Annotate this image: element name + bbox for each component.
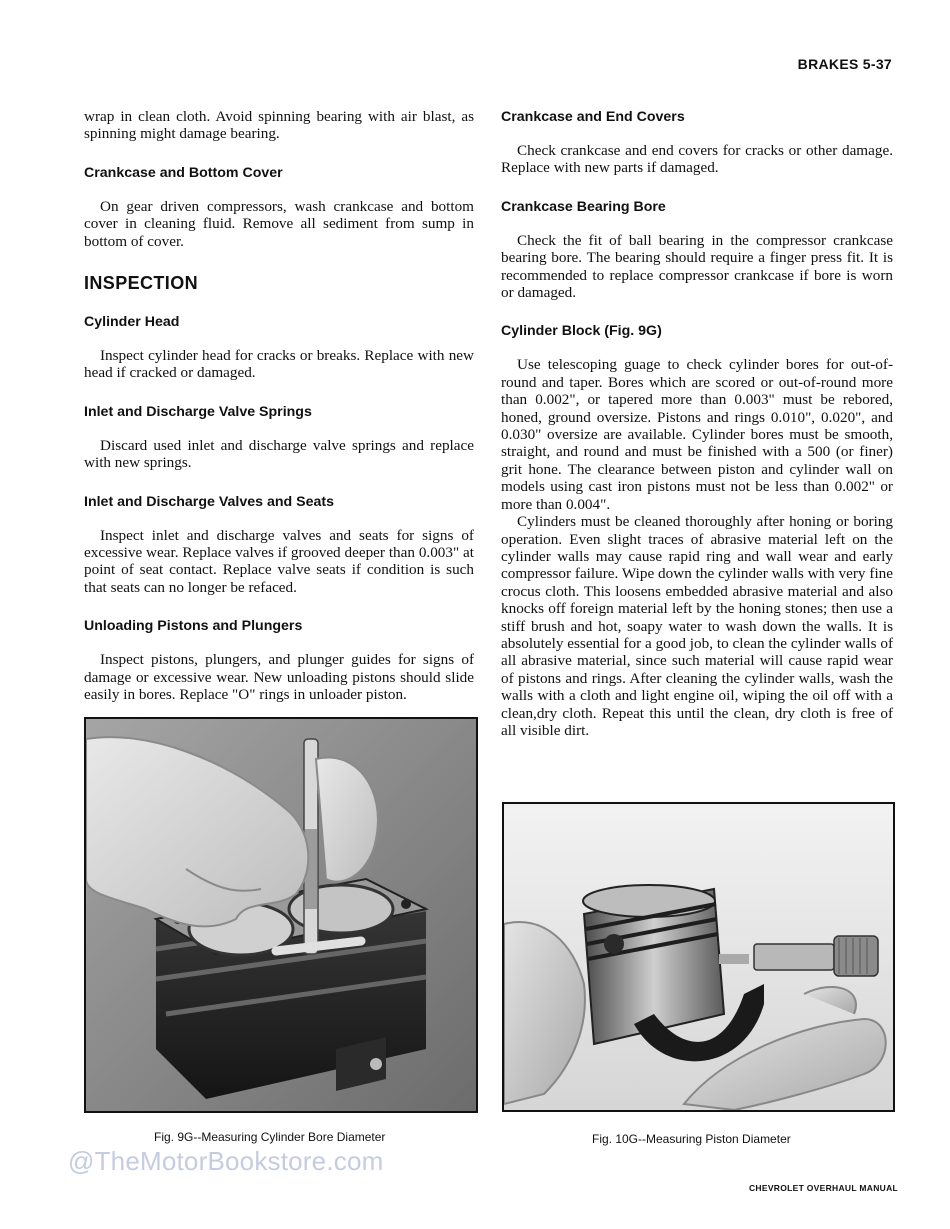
paragraph-bearing-bore: Check the fit of ball bearing in the compressor crankcase bearing bore. The bearing should require a finger press fit. It is recommended to replace compressor crankcase if bore is worn or damaged. (501, 231, 893, 302)
figure-10g-photo (502, 802, 895, 1112)
heading-unloading-pistons: Unloading Pistons and Plungers (84, 618, 303, 635)
intro-paragraph: wrap in clean cloth. Avoid spinning bearing with air blast, as spinning might damage bearing. (84, 108, 474, 143)
paragraph-cylinder-block-2: Cylinders must be cleaned thoroughly after honing or boring operation. Even slight traces of abrasive material left on the cylinder walls may cause rapid ring and wall wear and early compressor failure. Wipe down the cylinder walls with very fine crocus cloth. This loosens embedded abrasive material and also knocks off foreign material left by the honing stones; then use a stiff brush and hot, soapy water to wash down the walls. It is absolutely essential for a good job, to clean the cylinder walls of all abrasive material, since such material will cause rapid wear of pistons and rings. After cleaning the cylinder walls, wash the walls with a cloth and light engine oil, wiping the oil off with a clean,dry cloth. Repeat this until the clean, dry cloth is free of all visible dirt. (501, 513, 893, 739)
running-header: BRAKES 5-37 (797, 56, 892, 72)
paragraph-cylinder-block-1: Use telescoping guage to check cylinder bores for out-of-round and taper. Bores which are scored or out-of-round more than 0.002", or tapered more than 0.003" must be rebored, honed, ground oversize. Pistons and rings 0.010", 0.020", and 0.030" oversize are available. Cylinder bores must be smooth, straight, and round and must be finished with a 500 (or finer) grit hone. The clearance between piston and cylinder wall on models using cast iron pistons must not be less than 0.002" or more than 0.004". (501, 356, 893, 513)
paragraph-cylinder-head: Inspect cylinder head for cracks or breaks. Replace with new head if cracked or damaged. (84, 347, 474, 382)
heading-end-covers: Crankcase and End Covers (501, 109, 685, 125)
heading-valve-springs: Inlet and Discharge Valve Springs (84, 403, 312, 420)
paragraph-end-covers: Check crankcase and end covers for cracks or other damage. Replace with new parts if damaged. (501, 142, 893, 177)
paragraph-valve-springs: Discard used inlet and discharge valve springs and replace with new springs. (84, 436, 474, 472)
heading-cylinder-head: Cylinder Head (84, 314, 180, 331)
heading-valves-seats: Inlet and Discharge Valves and Seats (84, 493, 334, 510)
paragraph-crankcase-bottom-cover: On gear driven compressors, wash crankcase and bottom cover in cleaning fluid. Remove all sediment from sump in bottom of cover. (84, 197, 474, 250)
figure-9g-caption: Fig. 9G--Measuring Cylinder Bore Diameter (154, 1130, 386, 1144)
heading-bearing-bore: Crankcase Bearing Bore (501, 198, 666, 215)
heading-inspection: INSPECTION (84, 273, 199, 294)
heading-cylinder-block: Cylinder Block (Fig. 9G) (501, 323, 662, 340)
paragraph-unloading-pistons: Inspect pistons, plungers, and plunger guides for signs of damage or excessive wear. New unloading pistons should slide easily in bores. Replace "O" rings in unloader piston. (84, 651, 474, 704)
running-footer: CHEVROLET OVERHAUL MANUAL (748, 1183, 898, 1193)
figure-9g-photo (84, 717, 478, 1113)
paragraph-valves-seats: Inspect inlet and discharge valves and seats for signs of excessive wear. Replace valves if grooved deeper than 0.003" at point of seat contact. Replace valve seats if condition is such that seats can no longer be refaced. (84, 526, 474, 596)
figure-10g-caption: Fig. 10G--Measuring Piston Diameter (592, 1132, 791, 1146)
left-column (84, 108, 474, 704)
right-column (501, 108, 893, 739)
watermark-text: @TheMotorBookstore.com (68, 1146, 384, 1176)
heading-crankcase-bottom-cover: Crankcase and Bottom Cover (84, 164, 283, 181)
